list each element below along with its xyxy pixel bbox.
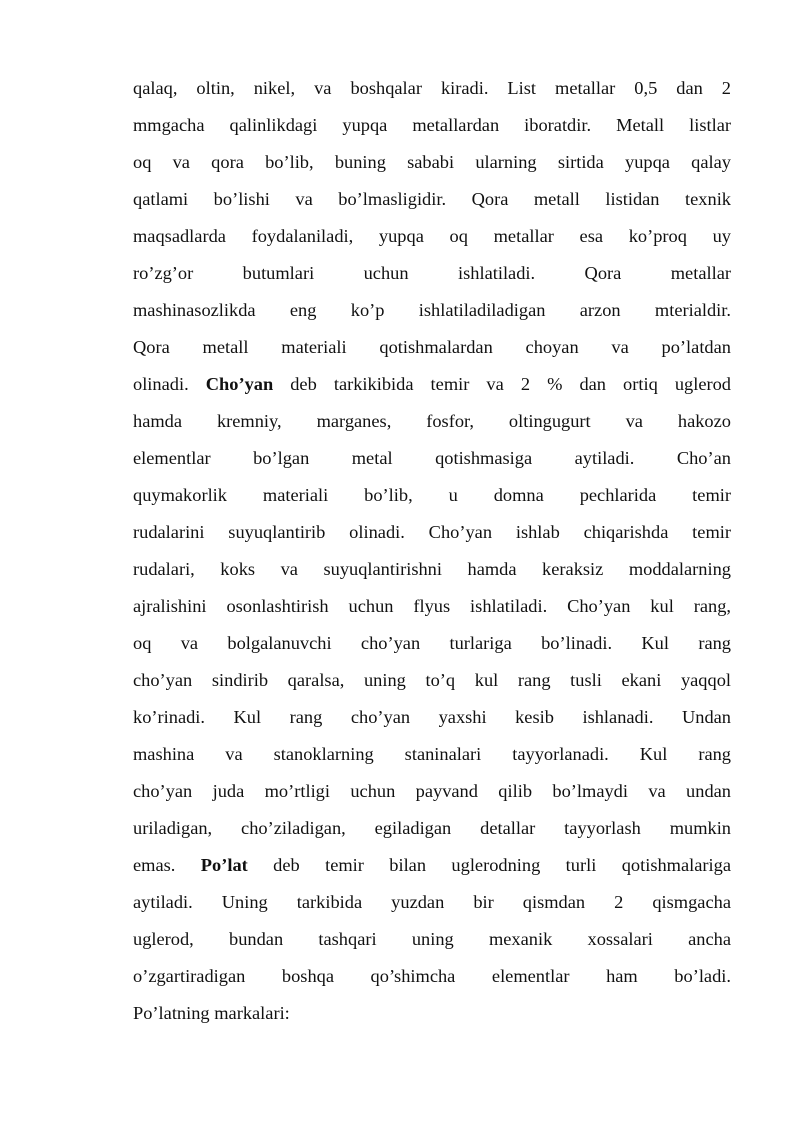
text-line: oq va bolgalanuvchi cho’yan turlariga bo’linadi. Kul rang (133, 633, 731, 653)
text-line: mashinasozlikda eng ko’p ishlatiladiladigan arzon mterialdir. (133, 300, 731, 320)
text-segment: emas. (133, 855, 201, 875)
text-line: rudalarini suyuqlantirib olinadi. Cho’yan ishlab chiqarishda temir (133, 522, 731, 542)
term-polat: Po’lat (200, 855, 248, 875)
text-line: cho’yan sindirib qaralsa, uning to’q kul rang tusli ekani yaqqol (133, 670, 731, 690)
text-line: elementlar bo’lgan metal qotishmasiga aytiladi. Cho’an (133, 448, 731, 468)
text-line: hamda kremniy, marganes, fosfor, oltingugurt va hakozo (133, 411, 731, 431)
body-text (133, 70, 731, 1032)
text-line: oq va qora bo’lib, buning sababi ularning sirtida yupqa qalay (133, 152, 731, 172)
text-line: o’zgartiradigan boshqa qo’shimcha elementlar ham bo’ladi. (133, 966, 731, 986)
term-choyan: Cho’yan (205, 374, 274, 394)
text-segment: olinadi. (133, 374, 206, 394)
text-line: aytiladi. Uning tarkibida yuzdan bir qismdan 2 qismgacha (133, 892, 731, 912)
text-line: ko’rinadi. Kul rang cho’yan yaxshi kesib ishlanadi. Undan (133, 707, 731, 727)
text-line: quymakorlik materiali bo’lib, u domna pechlarida temir (133, 485, 731, 505)
text-line: mashina va stanoklarning staninalari tayyorlanadi. Kul rang (133, 744, 731, 764)
text-line: qalaq, oltin, nikel, va boshqalar kiradi. List metallar 0,5 dan 2 (133, 78, 731, 98)
text-line: qatlami bo’lishi va bo’lmasligidir. Qora metall listidan texnik (133, 189, 731, 209)
text-line: maqsadlarda foydalaniladi, yupqa oq metallar esa ko’proq uy (133, 226, 731, 246)
text-line: uglerod, bundan tashqari uning mexanik xossalari ancha (133, 929, 731, 949)
text-segment: deb temir bilan uglerodning turli qotishmalariga (247, 855, 732, 875)
text-line: Qora metall materiali qotishmalardan choyan va po’latdan (133, 337, 731, 357)
text-line (133, 366, 731, 403)
text-segment: deb tarkikibida temir va 2 % dan ortiq uglerod (273, 374, 732, 394)
text-line: mmgacha qalinlikdagi yupqa metallardan iboratdir. Metall listlar (133, 115, 731, 135)
text-line: uriladigan, cho’ziladigan, egiladigan detallar tayyorlash mumkin (133, 818, 731, 838)
text-line: ajralishini osonlashtirish uchun flyus ishlatiladi. Cho’yan kul rang, (133, 596, 731, 616)
text-line: ro’zg’or butumlari uchun ishlatiladi. Qora metallar (133, 263, 731, 283)
text-line: Po’latning markalari: (133, 1003, 290, 1023)
text-line: rudalari, koks va suyuqlantirishni hamda keraksiz moddalarning (133, 559, 731, 579)
text-line (133, 847, 731, 884)
text-line: cho’yan juda mo’rtligi uchun payvand qilib bo’lmaydi va undan (133, 781, 731, 801)
